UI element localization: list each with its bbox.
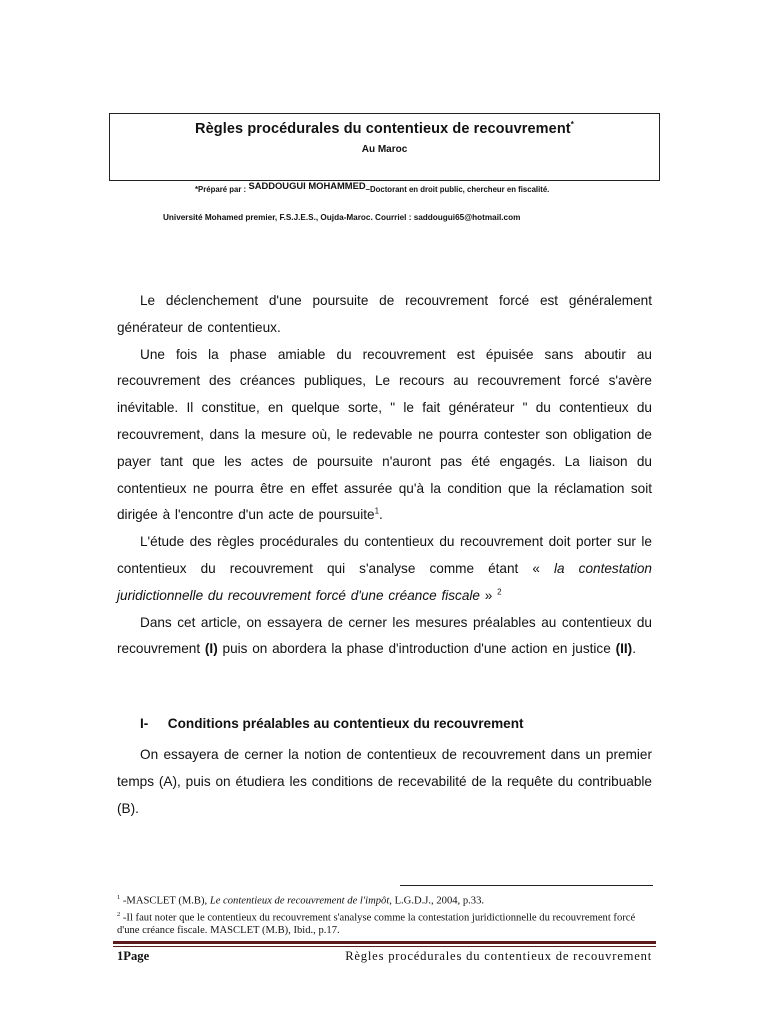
- paragraph-5: On essayera de cerner la notion de contentieux de recouvrement dans un premier temps (A), puis on étudiera les conditions de recevabilité de la requête du contribuable (B).: [117, 747, 652, 816]
- section-title: Conditions préalables au contentieux du recouvrement: [167, 716, 524, 731]
- title-footnote-mark: *: [570, 120, 574, 129]
- footnote-2: $^2$ -Il faut noter que le contentieux du recouvrement s'analyse comme la contestation juridictionnelle du recouvrement forcé d'une créance fiscale. MASCLET (M.B), Ibid., p.17.: [117, 910, 636, 937]
- body-section-intro: [117, 288, 652, 663]
- footer-rule-thick: [113, 941, 656, 944]
- author-role: –Doctorant en droit public, chercheur en fiscalité.: [365, 185, 550, 194]
- footnote-1: $^1$ -MASCLET (M.B), Le contentieux de recouvrement de l'impôt, L.G.D.J., 2004, p.33.: [117, 894, 485, 907]
- section-number: I-: [140, 716, 149, 731]
- document-title: Règles procédurales du contentieux de recouvrement*: [195, 120, 574, 137]
- document-subtitle: Au Maroc: [361, 143, 408, 155]
- paragraph-2: Une fois la phase amiable du recouvrement est épuisée sans aboutir au recouvrement des créances publiques, Le recours au recouvrement forcé s'avère inévitable. Il constitue, en quelque sorte, " le fait générateur " du contentieux du recouvrement, dans la mesure où, le redevable ne pourra contester son obligation de payer tant que les actes de poursuite n'auront pas été engagés. La liaison du contentieux ne pourra être en effet assurée qu'à la condition que la réclamation soit dirigée à l'encontre d'un acte de poursuite$^1$.: [117, 346, 652, 523]
- paragraph-3: L'étude des règles procédurales du contentieux du recouvrement doit porter sur le contentieux du recouvrement qui s'analyse comme étant « la contestation juridictionnelle du recouvrement forcé d'une créance fiscale » $^2$: [117, 534, 652, 603]
- paragraph-1: Le déclenchement d'une poursuite de recouvrement forcé est généralement générateur de contentieux.: [117, 293, 652, 335]
- affiliation-line: Université Mohamed premier, F.S.J.E.S., Oujda-Maroc. Courriel : saddougui65@hotmail.com: [163, 213, 521, 222]
- quoted-definition: la contestation juridictionnelle du recouvrement forcé d'une créance fiscale: [117, 560, 652, 603]
- footnote-ref-2[interactable]: 2: [497, 587, 502, 597]
- footnote-ref-1[interactable]: 1: [374, 506, 380, 516]
- page-number: 1Page: [117, 949, 150, 963]
- body-section-1: [117, 742, 652, 822]
- cited-book-title: Le contentieux de recouvrement de l'impôt: [209, 895, 390, 907]
- footer-rule-thin: [113, 946, 656, 947]
- footnotes: [117, 891, 657, 937]
- paragraph-4: Dans cet article, on essayera de cerner les mesures préalables au contentieux du recouvrement (I) puis on abordera la phase d'introduction d'une action en justice (II).: [117, 614, 652, 657]
- footnote-separator: [400, 885, 653, 886]
- author-name: SADDOUGUI MOHAMMED: [248, 180, 366, 191]
- section-heading-1: [140, 716, 524, 731]
- running-title: Règles procédurales du contentieux de recouvrement: [345, 949, 652, 963]
- prepared-by-label: *Préparé par :: [195, 185, 247, 194]
- author-line: [195, 180, 675, 194]
- title-box: [109, 113, 660, 181]
